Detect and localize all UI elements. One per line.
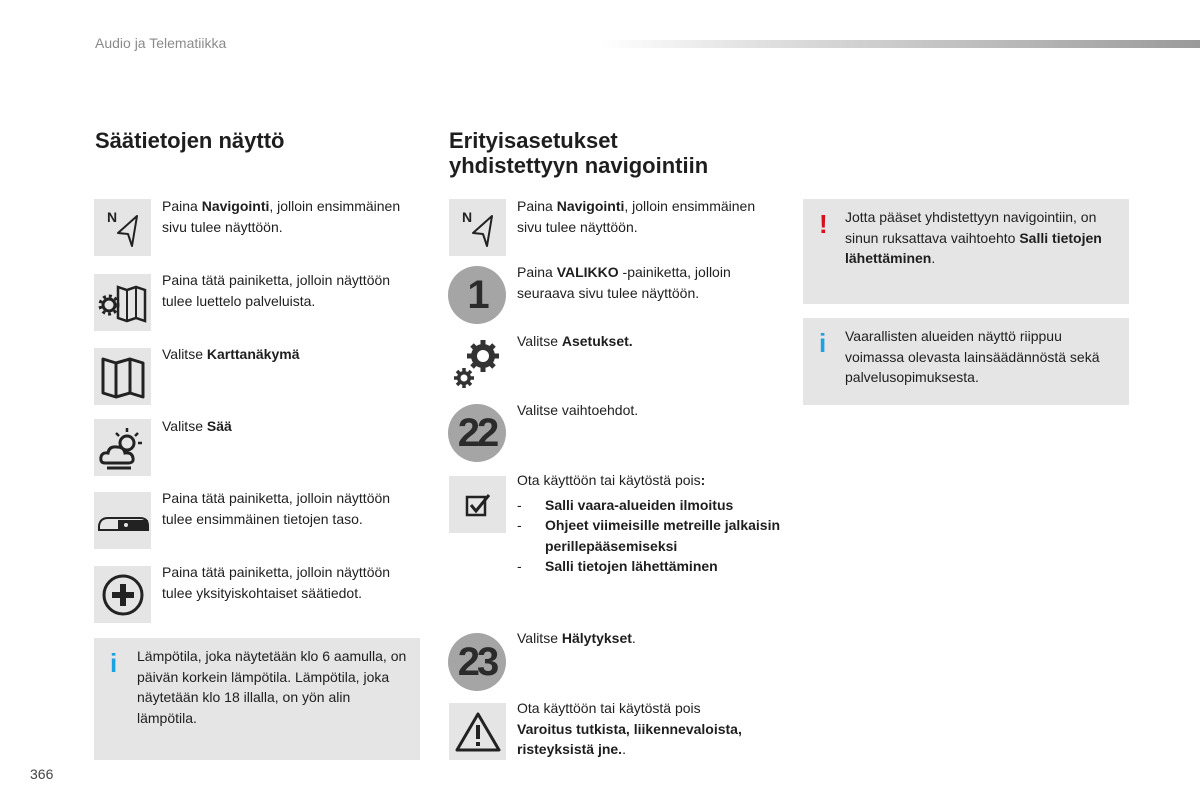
step-text-bold: Navigointi: [201, 198, 270, 214]
list-item: - Salli tietojen lähettäminen: [517, 556, 797, 577]
left-step-services: [162, 270, 422, 311]
step-text-bold: Hälytykset: [561, 630, 632, 646]
step-text: Valitse: [162, 346, 207, 362]
step-text: .: [622, 741, 626, 757]
step-text: Paina tätä painiketta, jolloin näyttöön tulee yksityiskohtaiset säätiedot.: [162, 564, 391, 601]
left-step-details: [162, 562, 422, 603]
step-text-bold: Salli tietojen lähettäminen: [845, 229, 1102, 266]
navigation-icon: [449, 199, 506, 256]
step-text-bold: :: [700, 472, 706, 488]
navigation-section-title-line1: Erityisasetukset: [449, 128, 618, 153]
step-text-bold: Asetukset.: [561, 333, 633, 349]
services-map-icon: [94, 274, 151, 331]
settings-gears-icon: [450, 336, 508, 394]
mid-step-settings: [517, 331, 777, 352]
mid-step-options: Valitse vaihtoehdot.: [517, 402, 639, 418]
info-icon: i: [819, 328, 827, 358]
step-text: Paina tätä painiketta, jolloin näyttöön tulee ensimmäinen tietojen taso.: [162, 490, 391, 527]
list-item: - Salli vaara-alueiden ilmoitus: [517, 495, 797, 516]
header-gradient-bar: [600, 40, 1200, 48]
navigation-section-title-line2: yhdistettyyn navigointiin: [449, 153, 709, 178]
navigation-icon-n: N: [461, 208, 472, 225]
info-icon: i: [110, 648, 118, 678]
step-number-1: 1: [448, 266, 506, 324]
mid-step-toggle: [517, 470, 797, 577]
page-number: 366: [30, 766, 54, 782]
left-step-navigate: [162, 196, 412, 237]
radar-warning-option: [517, 719, 787, 760]
exclamation-icon: !: [819, 209, 828, 239]
navigation-section-title: [449, 128, 708, 178]
weather-icon: [94, 419, 151, 476]
mid-step-navigate: [517, 196, 777, 237]
plus-icon: [94, 566, 151, 623]
step-text: Paina: [517, 198, 557, 214]
step-text: Paina: [517, 264, 557, 280]
step-text: Valitse: [517, 333, 562, 349]
step-text: Valitse: [162, 418, 207, 434]
navigation-icon: [94, 199, 151, 256]
temperature-info-box: [94, 638, 420, 760]
step-text: Ota käyttöön tai käytöstä pois: [517, 700, 701, 716]
checkbox-icon: [449, 476, 506, 533]
step-text-bold: Sää: [206, 418, 232, 434]
temperature-info-text: Lämpötila, joka näytetään klo 6 aamulla, on päivän korkein lämpötila. Lämpötila, joka näytetään klo 18 illalla, on yön alin lämpötila.: [137, 648, 407, 726]
step-text: Valitse: [517, 630, 562, 646]
map-view-icon: [94, 348, 151, 405]
step-text: Ota käyttöön tai käytöstä pois: [517, 472, 701, 488]
step-text: Jotta pääset yhdistettyyn navigointiin, on sinun ruksattava vaihtoehto: [845, 209, 1097, 246]
toggle-intro: [517, 470, 797, 491]
weather-section-title: Säätietojen näyttö: [95, 128, 285, 153]
connected-navigation-warning-box: [803, 199, 1129, 304]
danger-zone-info-box: [803, 318, 1129, 405]
step-number-22: 22: [448, 404, 506, 462]
step-text: Paina tätä painiketta, jolloin näyttöön tulee luettelo palveluista.: [162, 272, 391, 309]
step-text-bold: Navigointi: [556, 198, 625, 214]
left-step-weather: [162, 416, 412, 437]
left-step-map-view: [162, 344, 412, 365]
step-text: , jolloin ensimmäinen sivu tulee näyttöön.: [517, 198, 756, 235]
step-text: -painiketta, jolloin seuraava sivu tulee näyttöön.: [517, 264, 731, 301]
step-text: .: [631, 630, 636, 646]
step-text: , jolloin ensimmäinen sivu tulee näyttöön.: [162, 198, 401, 235]
step-text-bold: Varoitus tutkista, liikennevaloista, risteyksistä jne.: [517, 720, 742, 757]
toggle-options-list: [517, 495, 797, 577]
mid-step-menu: [517, 262, 777, 303]
mid-step-alerts: [517, 628, 777, 649]
danger-zone-info-text: Vaarallisten alueiden näyttö riippuu voimassa olevasta lainsäädännöstä sekä palvelusopimuksesta.: [845, 328, 1100, 385]
warning-text: [845, 207, 1117, 269]
step-number-23: 23: [448, 633, 506, 691]
navigation-icon-n: N: [106, 208, 117, 225]
list-item: - Ohjeet viimeisille metreille jalkaisin perillepääsemiseksi: [517, 515, 797, 556]
section-header: Audio ja Telematiikka: [95, 35, 227, 51]
warning-triangle-icon: [449, 703, 506, 760]
step-text-bold: VALIKKO: [556, 264, 619, 280]
mid-step-radar-warning: [517, 698, 787, 760]
step-text: Paina: [162, 198, 202, 214]
step-text-bold: Karttanäkymä: [206, 346, 300, 362]
data-level-icon: [94, 492, 151, 549]
left-step-data-level: [162, 488, 422, 529]
step-text: .: [931, 250, 936, 266]
